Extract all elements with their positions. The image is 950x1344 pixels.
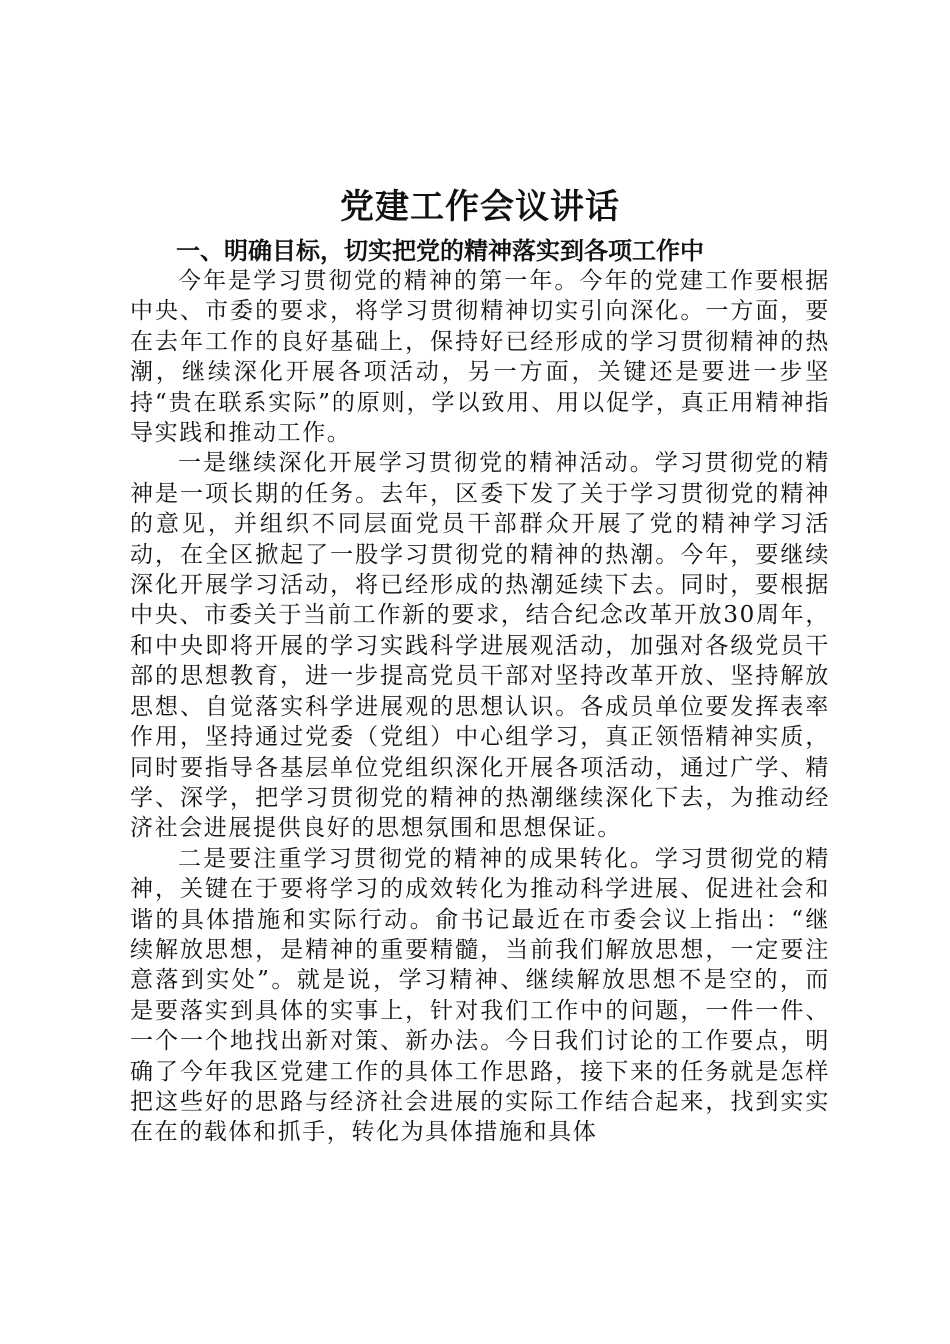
paragraph-2: 一是继续深化开展学习贯彻党的精神活动。学习贯彻党的精神是一项长期的任务。去年，区委下发了关于学习贯彻党的精神的意见，并组织不同层面党员干部群众开展了党的精神学习活动，在全区掀起了一股学习贯彻党的精神的热潮。今年，要继续深化开展学习活动，将已经形成的热潮延续下去。同时，要根据中央、市委关于当前工作新的要求，结合纪念改革开放30周年，和中央即将开展的学习实践科学进展观活动，加强对各级党员干部的思想教育，进一步提高党员干部对坚持改革开放、坚持解放思想、自觉落实科学进展观的思想认识。各成员单位要发挥表率作用，坚持通过党委（党组）中心组学习，真正领悟精神实质，同时要指导各基层单位党组织深化开展各项活动，通过广学、精学、深学，把学习贯彻党的精神的热潮继续深化下去，为推动经济社会进展提供良好的思想氛围和思想保证。 — [130, 450, 830, 842]
document-title: 党建工作会议讲话 — [340, 187, 620, 227]
section-heading: 一、明确目标，切实把党的精神落实到各项工作中 — [176, 237, 704, 265]
document-page — [130, 182, 830, 1148]
paragraph-1: 今年是学习贯彻党的精神的第一年。今年的党建工作要根据中央、市委的要求，将学习贯彻精神切实引向深化。一方面，要在去年工作的良好基础上，保持好已经形成的学习贯彻精神的热潮，继续深化开展各项活动，另一方面，关键还是要进一步坚持“贵在联系实际”的原则，学以致用、用以促学，真正用精神指导实践和推动工作。 — [130, 268, 830, 447]
paragraph-3: 二是要注重学习贯彻党的精神的成果转化。学习贯彻党的精神，关键在于要将学习的成效转化为推动科学进展、促进社会和谐的具体措施和实际行动。俞书记最近在市委会议上指出：“继续解放思想，是精神的重要精髓，当前我们解放思想，一定要注意落到实处”。就是说，学习精神、继续解放思想不是空的，而是要落实到具体的实事上，针对我们工作中的问题，一件一件、一个一个地找出新对策、新办法。今日我们讨论的工作要点，明确了今年我区党建工作的具体工作思路，接下来的任务就是怎样把这些好的思路与经济社会进展的实际工作结合起来，找到实实在在的载体和抓手，转化为具体措施和具体 — [130, 845, 830, 1146]
